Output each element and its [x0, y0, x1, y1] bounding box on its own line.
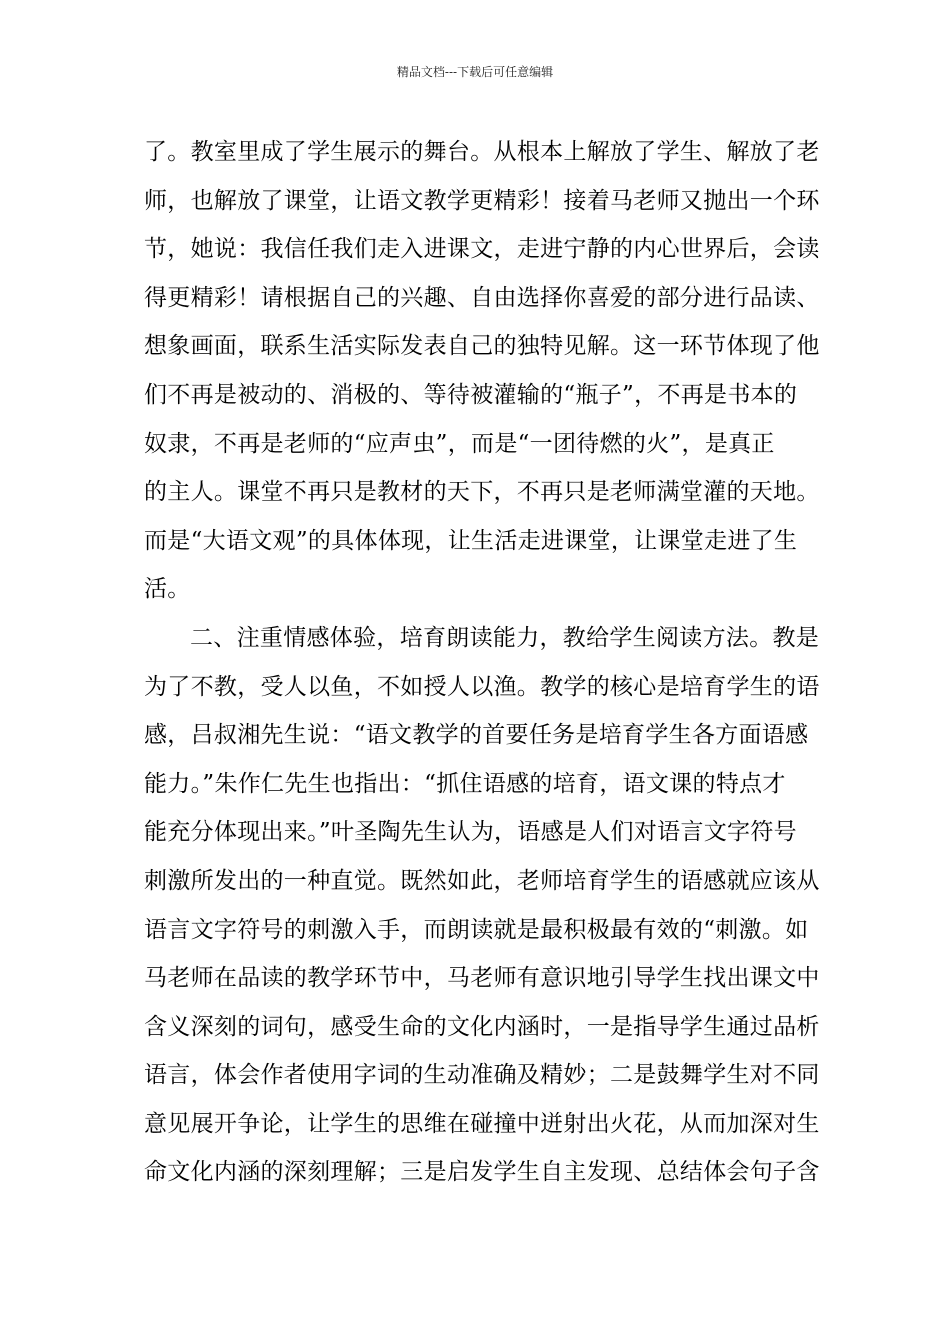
text-line: 语言，体会作者使用字词的生动准确及精妙；二是鼓舞学生对不同 — [144, 1062, 820, 1089]
text-line: 奴隶，不再是老师的“应声虫”，而是“一团待燃的火”，是真正 — [144, 430, 775, 457]
text-line: 命文化内涵的深刻理解；三是启发学生自主发现、总结体会句子含 — [144, 1159, 820, 1186]
paragraph-start-line: 二、注重情感体验，培育朗读能力，教给学生阅读方法。教是 — [190, 624, 820, 651]
text-line: 师，也解放了课堂，让语文教学更精彩！接着马老师又抛出一个环 — [144, 187, 820, 214]
page-header: 精品文档---下载后可任意编辑 — [396, 65, 554, 79]
text-line: 刺激所发出的一种直觉。既然如此，老师培育学生的语感就应该从 — [144, 867, 820, 894]
text-line: 意见展开争论，让学生的思维在碰撞中迸射出火花，从而加深对生 — [144, 1110, 820, 1137]
text-line: 活。 — [144, 576, 191, 603]
text-line: 而是“大语文观”的具体体现，让生活走进课堂，让课堂走进了生 — [144, 527, 798, 554]
text-line: 的主人。课堂不再只是教材的天下，不再只是老师满堂灌的天地。 — [144, 479, 820, 506]
text-line: 马老师在品读的教学环节中，马老师有意识地引导学生找出课文中 — [144, 965, 820, 992]
text-line: 为了不教，受人以鱼，不如授人以渔。教学的核心是培育学生的语 — [144, 673, 820, 700]
text-line: 能充分体现出来。”叶圣陶先生认为，语感是人们对语言文字符号 — [144, 819, 797, 846]
text-line: 语言文字符号的刺激入手，而朗读就是最积极最有效的“刺激。如 — [144, 916, 809, 943]
text-line: 含义深刻的词句，感受生命的文化内涵时，一是指导学生通过品析 — [144, 1013, 820, 1040]
text-line: 了。教室里成了学生展示的舞台。从根本上解放了学生、解放了老 — [144, 139, 820, 165]
document-body — [144, 128, 820, 1197]
text-line: 节，她说：我信任我们走入进课文，走进宁静的内心世界后，会读 — [144, 236, 820, 263]
text-line: 感，吕叔湘先生说：“语文教学的首要任务是培育学生各方面语感 — [144, 722, 809, 749]
text-line: 能力。”朱作仁先生也指出：“抓住语感的培育，语文课的特点才 — [144, 770, 786, 797]
text-line: 得更精彩！请根据自己的兴趣、自由选择你喜爱的部分进行品读、 — [144, 284, 820, 311]
text-line: 想象画面，联系生活实际发表自己的独特见解。这一环节体现了他 — [144, 333, 820, 360]
text-line: 们不再是被动的、消极的、等待被灌输的“瓶子”，不再是书本的 — [144, 381, 798, 408]
